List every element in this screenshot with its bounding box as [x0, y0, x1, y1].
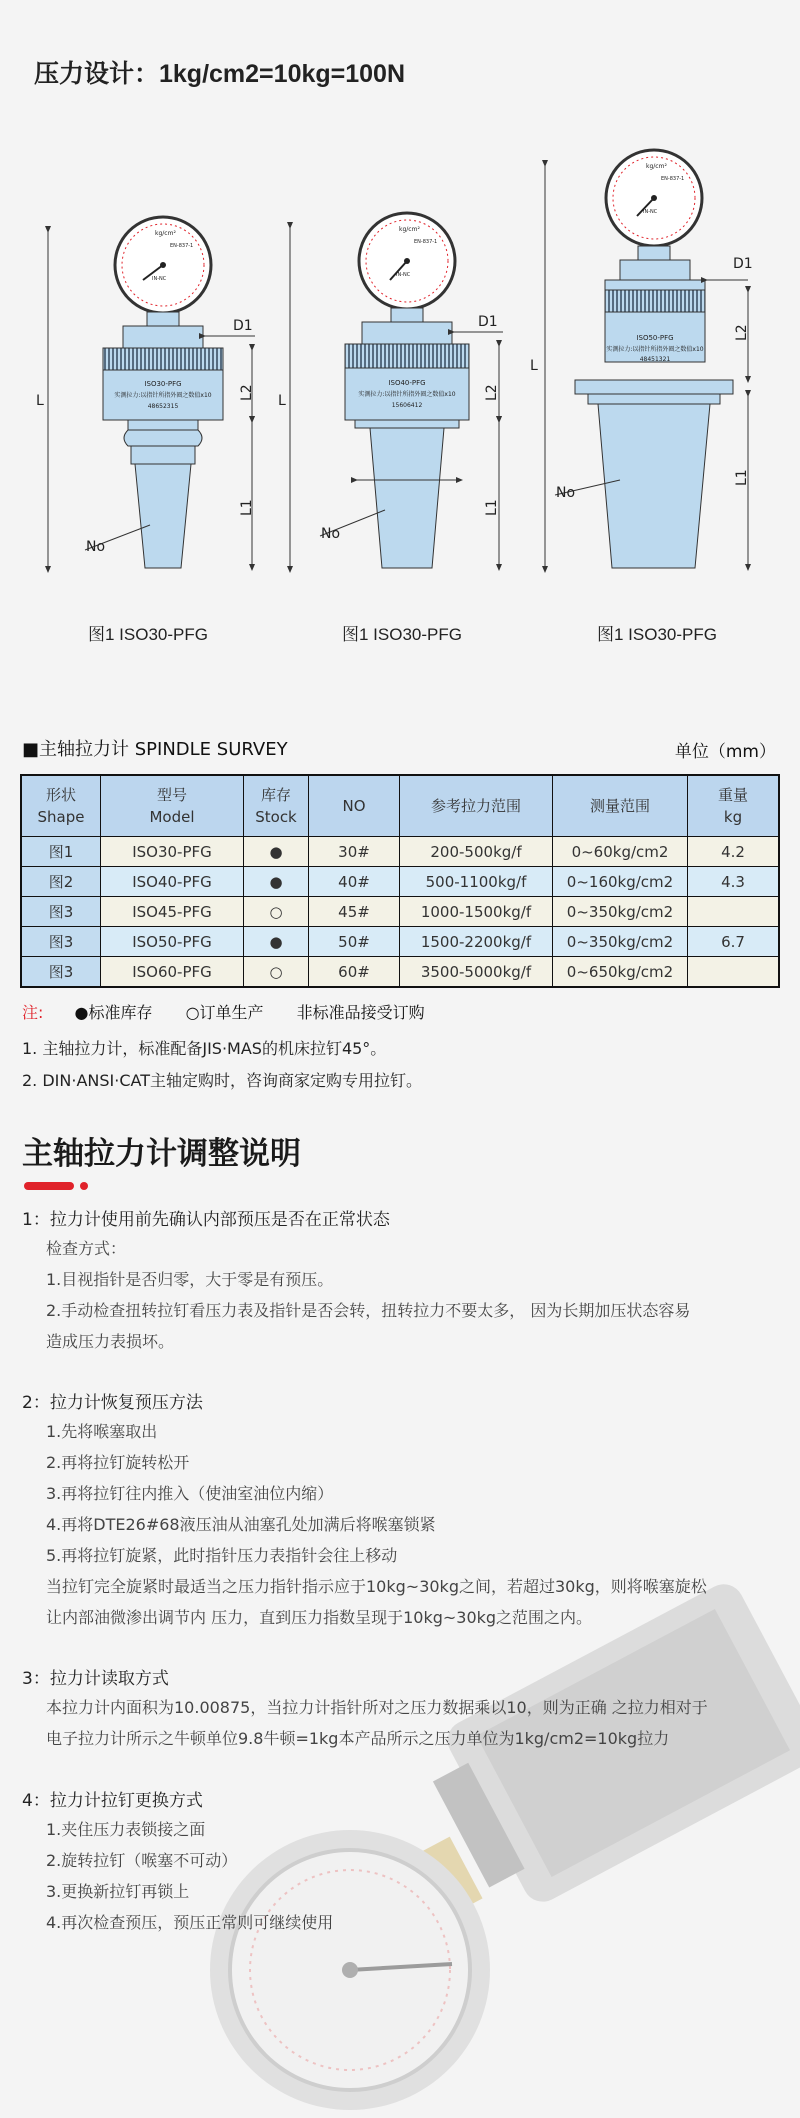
svg-text:实测拉力:以指针所指外圈之数值x10: 实测拉力:以指针所指外圈之数值x10: [606, 346, 704, 353]
step-4-line: 3.更换新拉钉再锁上: [46, 1882, 190, 1901]
step-2-line: 当拉钉完全旋紧时最适当之压力指针指示应于10kg~30kg之间，若超过30kg，则将喉塞旋松: [46, 1577, 707, 1596]
figure-2-caption: 图1 ISO30-PFG: [342, 625, 462, 644]
table-header-row: [21, 775, 779, 837]
table-row: 图3 ISO60-PFG ○ 60# 3500-5000kg/f 0~650kg/cm2: [21, 957, 779, 988]
svg-text:D1: D1: [478, 314, 498, 330]
title-underline: [24, 1175, 88, 1194]
svg-text:实测拉力:以指针所指外圈之数值x10: 实测拉力:以指针所指外圈之数值x10: [358, 391, 456, 398]
svg-text:ISO50-PFG: ISO50-PFG: [636, 334, 674, 342]
table-row: 图3 ISO50-PFG ● 50# 1500-2200kg/f 0~350kg/cm2 6.7: [21, 927, 779, 957]
gauge-unit-text: kg/cm²: [155, 230, 176, 237]
svg-text:D1: D1: [233, 318, 253, 334]
svg-text:D1: D1: [733, 256, 753, 272]
step-3-line: 本拉力计内面积为10.00875，当拉力计指针所对之压力数据乘以10，则为正确 之拉力相对于: [46, 1698, 708, 1717]
step-2-heading: 2：拉力计恢复预压方法: [22, 1393, 203, 1413]
col-header: 测量范围: [553, 775, 688, 837]
step-2-line: 5.再将拉钉旋紧，此时指针压力表指针会往上移动: [46, 1546, 398, 1565]
legend-item: ●标准库存: [74, 1003, 153, 1022]
note-line: 2. DIN·ANSI·CAT主轴定购时，咨询商家定购专用拉钉。: [22, 1071, 422, 1090]
stock-legend: [22, 1000, 453, 1023]
svg-text:L1: L1: [734, 469, 750, 486]
gauge-logo-text: IN-NC: [152, 276, 167, 282]
col-header: 库存 Stock: [244, 775, 309, 837]
gauge-drawings: [0, 140, 800, 660]
step-2-line: 4.再将DTE26#68液压油从油塞孔处加满后将喉塞锁紧: [46, 1515, 436, 1534]
svg-text:L1: L1: [239, 499, 255, 516]
table-row: 图1 ISO30-PFG ● 30# 200-500kg/f 0~60kg/cm2 4.2: [21, 837, 779, 867]
svg-text:L2: L2: [239, 384, 255, 401]
figure-3-drawing: [530, 150, 753, 570]
figure-2-drawing: [278, 213, 503, 570]
figure-1-caption: 图1 ISO30-PFG: [88, 625, 208, 644]
svg-text:No: No: [556, 485, 576, 501]
col-header: 参考拉力范围: [400, 775, 553, 837]
svg-text:EN-837-1: EN-837-1: [661, 176, 685, 182]
step-2-line: 2.再将拉钉旋转松开: [46, 1453, 190, 1472]
figure-1-drawing: [36, 217, 255, 570]
svg-text:L2: L2: [734, 324, 750, 341]
guide-title: 主轴拉力计调整说明: [22, 1136, 301, 1172]
table-row: 图3 ISO45-PFG ○ 45# 1000-1500kg/f 0~350kg/cm2: [21, 897, 779, 927]
svg-text:No: No: [321, 526, 341, 542]
legend-item: ○订单生产: [185, 1003, 264, 1022]
svg-text:IN-NC: IN-NC: [643, 209, 658, 215]
unit-label: 单位（mm）: [674, 742, 776, 762]
svg-text:L: L: [36, 393, 44, 409]
svg-text:15606412: 15606412: [391, 402, 423, 409]
page-title: 压力设计：1kg/cm2=10kg=100N: [34, 60, 406, 88]
col-header: 形状 Shape: [21, 775, 101, 837]
svg-text:EN-837-1: EN-837-1: [414, 239, 438, 245]
product-photo: [200, 1580, 800, 2118]
note-line: 1. 主轴拉力计，标准配备JIS·MAS的机床拉钉45°。: [22, 1039, 387, 1058]
svg-text:ISO40-PFG: ISO40-PFG: [388, 379, 426, 387]
col-header: 型号 Model: [101, 775, 244, 837]
step-1-line: 2.手动检查扭转拉钉看压力表及指针是否会转，扭转拉力不要太多， 因为长期加压状态容易: [46, 1301, 691, 1320]
svg-text:L: L: [278, 393, 286, 409]
step-4-line: 1.夹住压力表锁接之面: [46, 1820, 206, 1839]
svg-text:L2: L2: [484, 384, 500, 401]
table-row: 图2 ISO40-PFG ● 40# 500-1100kg/f 0~160kg/cm2 4.3: [21, 867, 779, 897]
legend-note-key: 注:: [22, 1003, 44, 1022]
step-1-line: 1.目视指针是否归零，大于零是有预压。: [46, 1270, 334, 1289]
step-1-line: 造成压力表损坏。: [46, 1332, 175, 1351]
spec-table: [20, 774, 780, 988]
survey-heading: ■主轴拉力计 SPINDLE SURVEY: [22, 739, 288, 760]
step-2-line: 让内部油微渗出调节内 压力，直到压力指数呈现于10kg~30kg之范围之内。: [46, 1608, 593, 1627]
step-2-line: 1.先将喉塞取出: [46, 1422, 158, 1441]
svg-text:L1: L1: [484, 499, 500, 516]
col-header: 重量 kg: [688, 775, 780, 837]
step-4-line: 2.旋转拉钉（喉塞不可动）: [46, 1851, 238, 1870]
step-1-line: 检查方式：: [46, 1239, 127, 1258]
step-4-line: 4.再次检查预压，预压正常则可继续使用: [46, 1913, 334, 1932]
figure-3-caption: 图1 ISO30-PFG: [597, 625, 717, 644]
svg-text:No: No: [86, 539, 106, 555]
step-3-line: 电子拉力计所示之牛顿单位9.8牛顿=1kg本产品所示之压力单位为1kg/cm2=10kg拉力: [46, 1729, 670, 1748]
step-3-heading: 3：拉力计读取方式: [22, 1669, 169, 1689]
svg-text:48451321: 48451321: [639, 356, 671, 363]
svg-text:48652315: 48652315: [147, 403, 179, 410]
step-2-line: 3.再将拉钉往内推入（使油室油位内缩）: [46, 1484, 334, 1503]
svg-text:kg/cm²: kg/cm²: [399, 226, 420, 233]
svg-text:ISO30-PFG: ISO30-PFG: [144, 380, 182, 388]
step-4-heading: 4：拉力计拉钉更换方式: [22, 1791, 203, 1811]
legend-item: 非标准品接受订购: [296, 1003, 425, 1022]
svg-text:IN-NC: IN-NC: [396, 272, 411, 278]
step-1-heading: 1：拉力计使用前先确认内部预压是否在正常状态: [22, 1210, 390, 1230]
col-header: NO: [309, 775, 400, 837]
svg-text:L: L: [530, 358, 538, 374]
svg-text:kg/cm²: kg/cm²: [646, 163, 667, 170]
svg-text:实测拉力:以指针所指外圈之数值x10: 实测拉力:以指针所指外圈之数值x10: [114, 392, 212, 399]
gauge-brand-text: EN-837-1: [170, 243, 194, 249]
